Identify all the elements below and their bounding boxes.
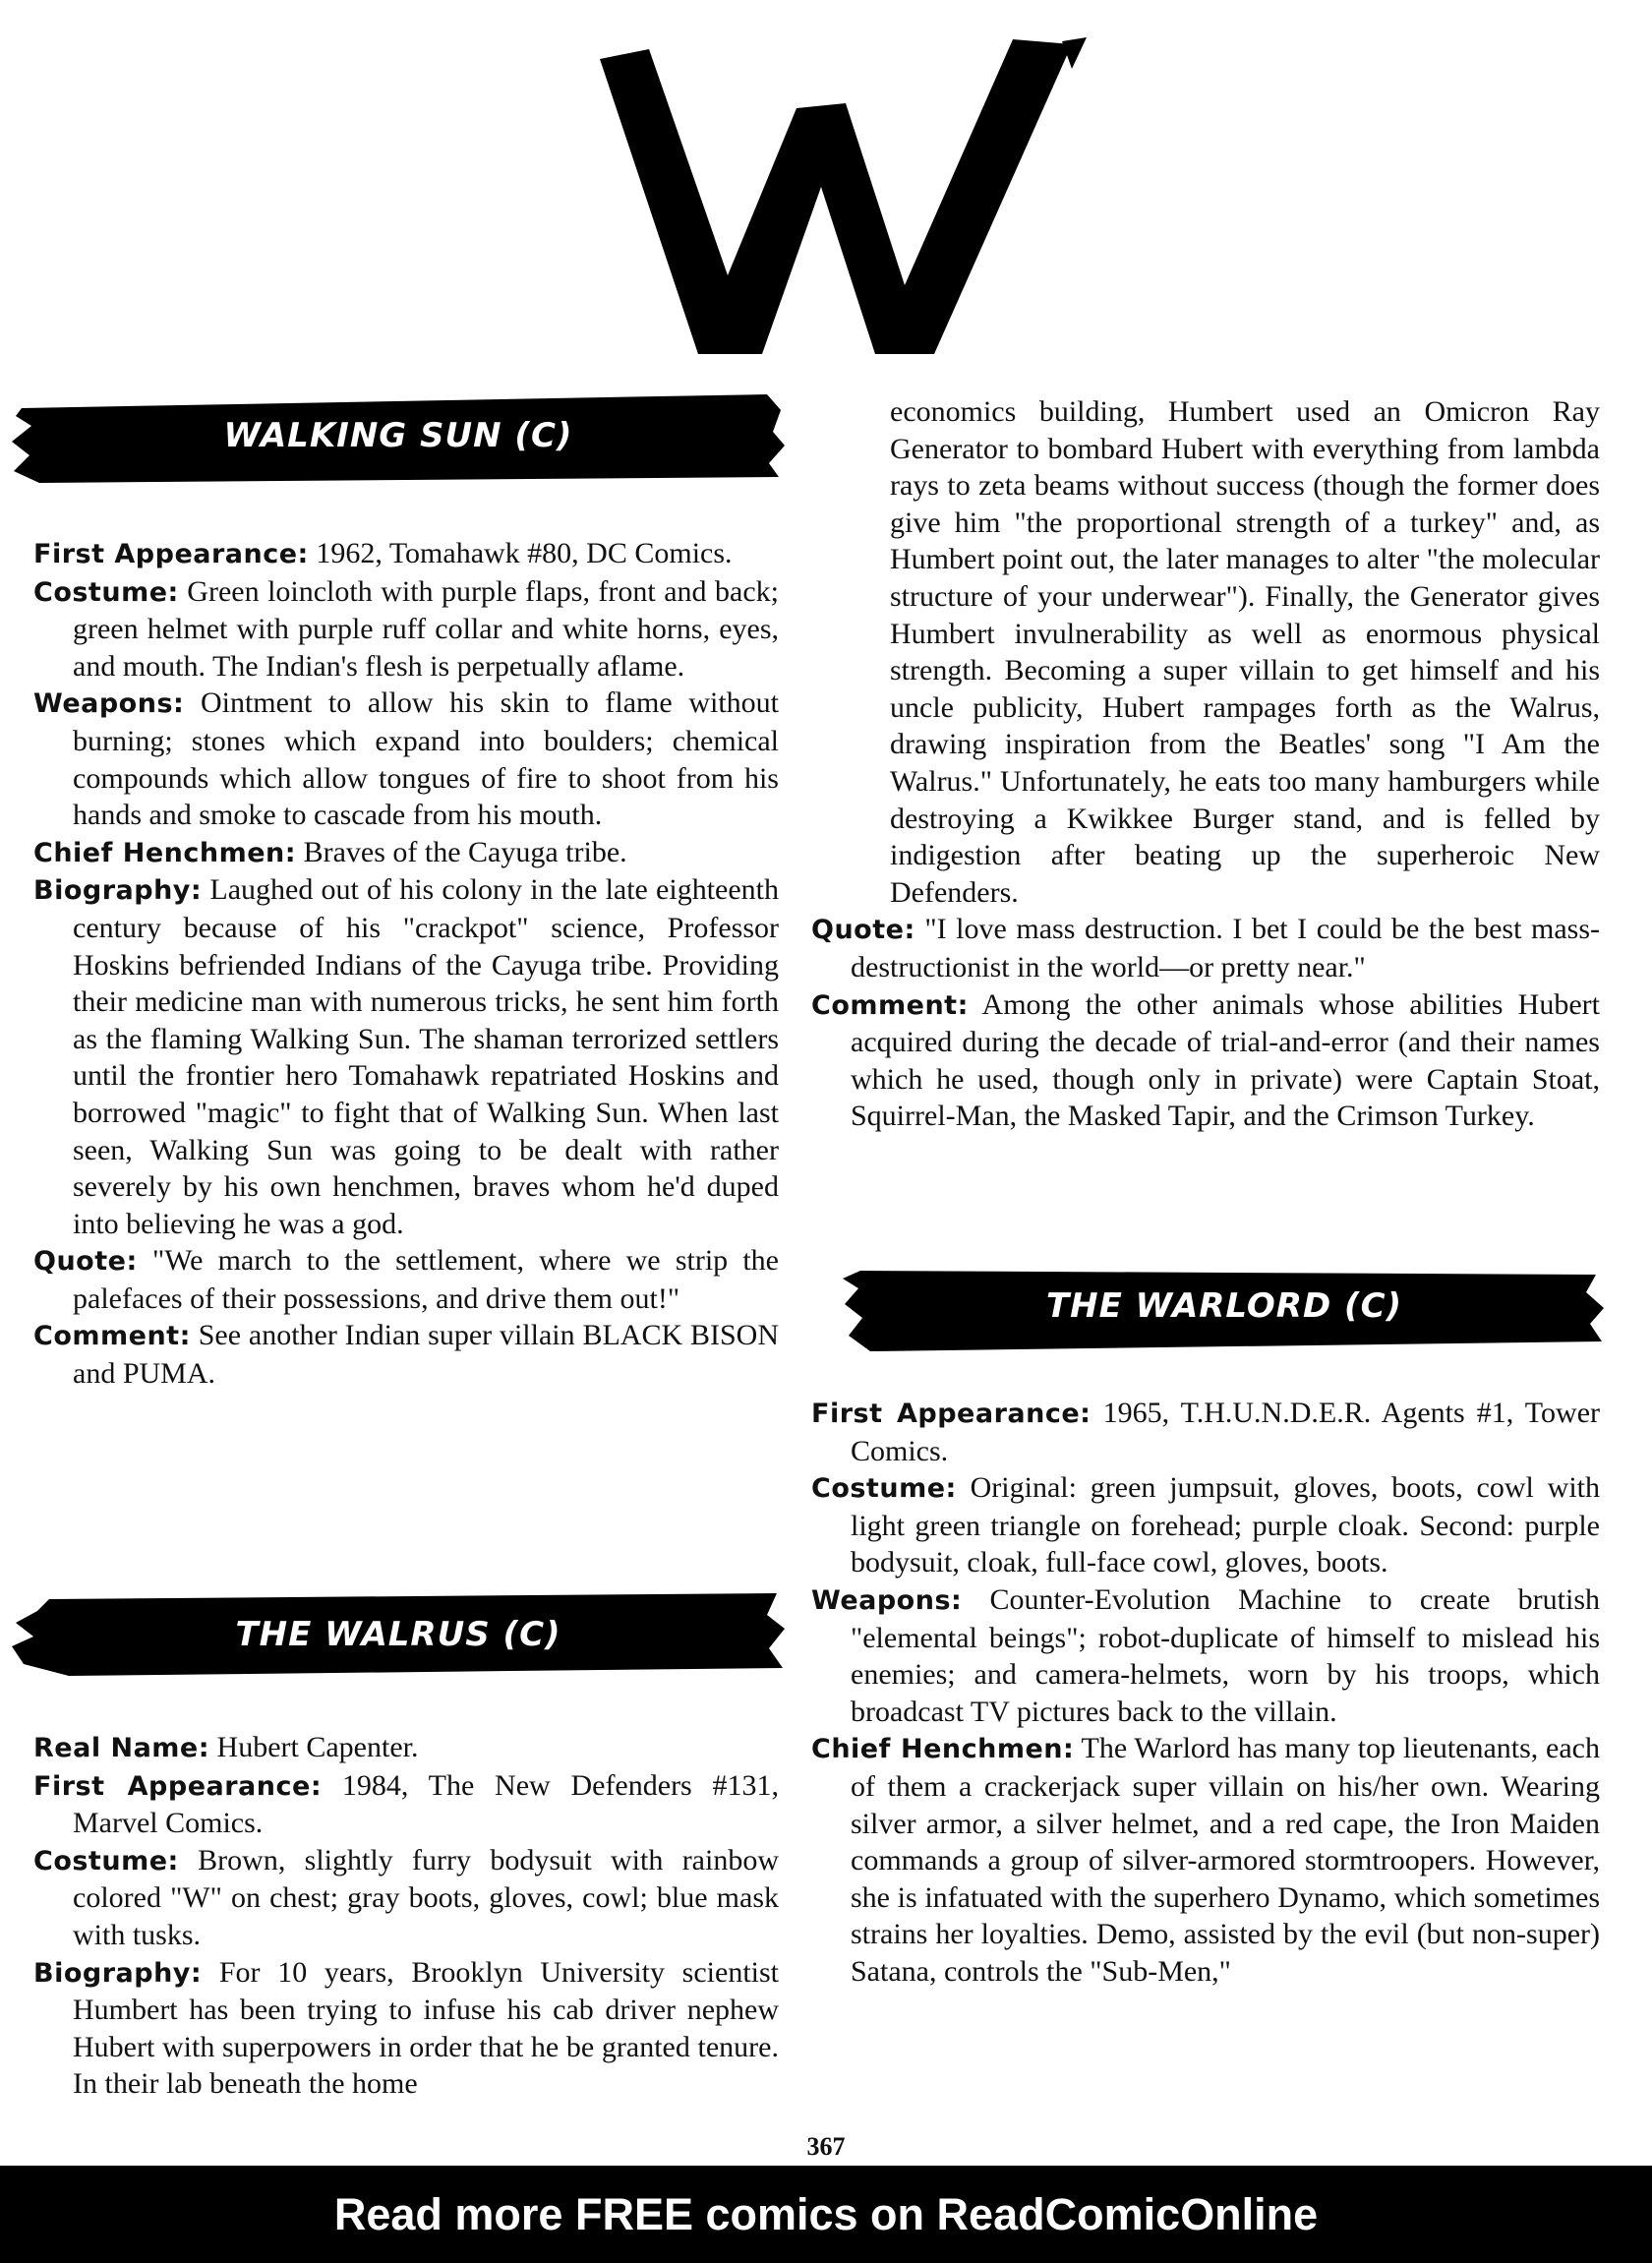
page-number: 367 bbox=[806, 2132, 846, 2161]
entry-weapons: Weapons: Counter-Evolution Machine to create brutish "elemental beings"; robot-duplicate of himself to mislead his enemies; and camera-helmets, worn by his troops, which broadcast TV pictures back to the villain. bbox=[811, 1582, 1600, 1728]
warlord-banner bbox=[841, 1257, 1608, 1355]
footer-link-text[interactable]: Read more FREE comics on ReadComicOnline bbox=[333, 2188, 1319, 2239]
entry-chief-henchmen: Chief Henchmen: Braves of the Cayuga tribe. bbox=[33, 835, 627, 868]
walking-sun-title: WALKING SUN (C) bbox=[223, 416, 573, 455]
walrus-title: THE WALRUS (C) bbox=[235, 1615, 561, 1654]
entry-comment: Comment: See another Indian super villain BLACK BISON and PUMA. bbox=[33, 1319, 779, 1391]
entry-costume: Costume: Green loincloth with purple flaps, front and back; green helmet with purple ruff collar and white horns, eyes, and mouth. The Indian's flesh is perpetually aflame. bbox=[33, 574, 779, 683]
entry-biography: Biography: Laughed out of his colony in the late eighteenth century because of his "crackpot" science, Professor Hoskins befriended Indians of the Cayuga tribe. Providing their medicine man with numerous tricks, he sent him forth as the flaming Walking Sun. The shaman terrorized settlers until the frontier hero Tomahawk repatriated Hoskins and borrowed "magic" to fight that of Walking Sun. When last seen, Walking Sun was going to be dealt with rather severely by his own henchmen, braves whom he'd duped into believing he was a god. bbox=[33, 873, 779, 1240]
entry-weapons: Weapons: Ointment to allow his skin to flame without burning; stones which expand into boulders; chemical compounds which allow tongues of fire to shoot from his hands and smoke to cascade from his mouth. bbox=[33, 686, 780, 832]
entry-first-appearance: First Appearance: 1962, Tomahawk #80, DC Comics. bbox=[33, 537, 733, 569]
entry-real-name: Real Name: Hubert Capenter. bbox=[33, 1731, 419, 1763]
entry-costume: Costume: Brown, slightly furry bodysuit with rainbow colored "W" on chest; gray boots, gloves, cowl; blue mask with tusks. bbox=[33, 1843, 779, 1951]
walking-sun-entries bbox=[33, 535, 779, 1393]
footer-banner[interactable] bbox=[0, 2166, 1652, 2263]
entry-quote: Quote: "I love mass destruction. I bet I could be the best mass-destructionist in the world—or pretty near." bbox=[811, 913, 1601, 983]
entry-costume: Costume: Original: green jumpsuit, gloves, boots, cowl with light green triangle on forehead; purple cloak. Second: purple bodysuit, cloak, full-face cowl, gloves, boots. bbox=[811, 1471, 1601, 1579]
entry-first-appearance: First Appearance: 1965, T.H.U.N.D.E.R. Agents #1, Tower Comics. bbox=[811, 1397, 1601, 1467]
entry-quote: Quote: "We march to the settlement, where we strip the palefaces of their possessions, and drive them out!" bbox=[33, 1244, 780, 1315]
warlord-title: THE WARLORD (C) bbox=[1045, 1286, 1403, 1326]
entry-first-appearance: First Appearance: 1984, The New Defenders #131, Marvel Comics. bbox=[33, 1768, 780, 1840]
walrus-banner bbox=[10, 1585, 787, 1684]
warlord-entries bbox=[811, 1395, 1600, 1991]
entry-comment: Comment: Among the other animals whose abilities Hubert acquired during the decade of trial-and-error (and their names which he used, though only in private) were Captain Stoat, Squirrel-Man, the Masked Tapir, and the Crimson Turkey. bbox=[811, 987, 1600, 1133]
walrus-entries bbox=[33, 1729, 779, 2103]
walrus-biography-continued: economics building, Humbert used an Omicron Ray Generator to bombard Hubert with everything from lambda rays to zeta beams without success (though the former does give him "the proportional strength of a turkey" and, as Humbert point out, the later manages to alter "the molecular structure of your underwear"). Finally, the Generator gives Humbert invulnerability as well as enormous physical strength. Becoming a super villain to get himself and his uncle publicity, Hubert rampages forth as the Walrus, drawing inspiration from the Beatles' song "I Am the Walrus." Unfortunately, he eats too many hamburgers while destroying a Kwikkee Burger stand, and is felled by indigestion after beating up the superheroic New Defenders. bbox=[890, 395, 1601, 909]
chapter-letter-w bbox=[590, 30, 1141, 364]
walrus-continued bbox=[811, 393, 1601, 1135]
entry-biography: Biography: For 10 years, Brooklyn University scientist Humbert has been trying to infuse his cab driver nephew Hubert with superpowers in order that he be granted tenure. In their lab beneath the home bbox=[33, 1955, 779, 2101]
entry-chief-henchmen: Chief Henchmen: The Warlord has many top lieutenants, each of them a crackerjack super villain on his/her own. Wearing silver armor, a silver helmet, and a red cape, the Iron Maiden commands a group of silver-armored stormtroopers. However, she is infatuated with the superhero Dynamo, which sometimes strains her loyalties. Demo, assisted by the evil (but non-super) Satana, controls the "Sub-Men," bbox=[811, 1732, 1600, 1988]
walking-sun-banner bbox=[10, 387, 787, 485]
